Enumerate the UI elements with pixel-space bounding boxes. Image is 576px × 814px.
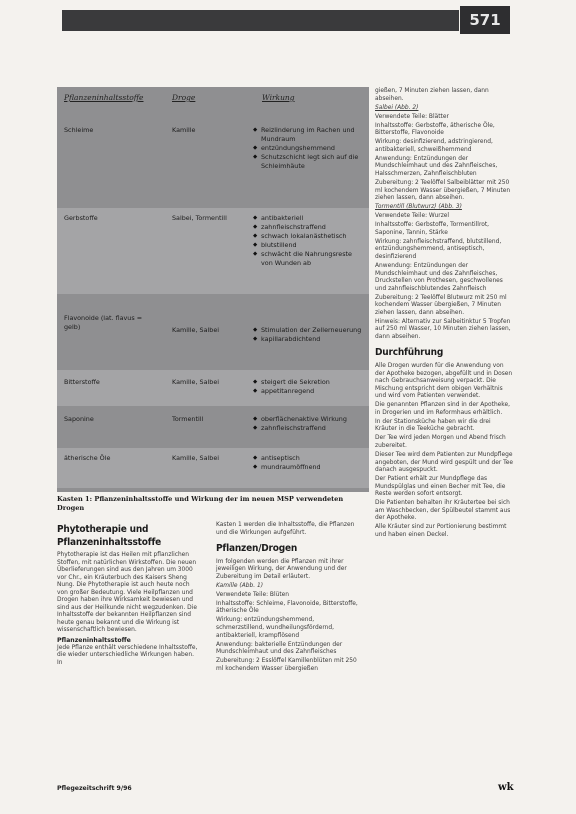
entry-line: Zubereitung: 2 Teelöffel Blutwurz mit 250 ml kochendem Wasser übergießen, 7 Minuten ziehen lassen, dann abseihen.	[375, 294, 507, 316]
table-cell-effects	[253, 126, 365, 171]
paragraph: Die Patienten behalten ihr Kräutertee bei sich am Waschbecken, der Spülbeutel stammt aus der Apotheke.	[375, 500, 511, 522]
left-column	[57, 522, 199, 669]
entry-line: Hinweis: Alternativ zur Salbeitinktur 5 Tropfen auf 250 ml Wasser, 10 Minuten ziehen lassen, dann abseihen.	[375, 318, 511, 340]
table-cell-substance: Flavonoide (lat. flavus = gelb)	[64, 314, 143, 331]
entry-line: Verwendete Teile: Wurzel	[375, 213, 450, 220]
table-cell-drug: Kamille	[172, 126, 196, 134]
entry-title-tormentil: Tormentill (Blutwurz) (Abb. 3)	[375, 204, 462, 211]
entry-line: Anwendung: Entzündungen der Mundschleimhaut und des Zahnfleisches, Druckstellen von Prothesen, geschwollenes und zahnfleischblutendes Zahnfleisch	[375, 262, 503, 292]
effect-item: ◆ Reizlinderung im Rachen und Mundraum	[253, 126, 365, 144]
paragraph: Die genannten Pflanzen sind in der Apotheke, in Drogerien und im Reformhaus erhältlich.	[375, 402, 510, 416]
paragraph: Alle Drogen wurden für die Anwendung von der Apotheke bezogen, abgefüllt und in Dosen nach Gebrauchsanweisung verpackt. Die Mischung entspricht dem obigen Verhältnis und wird vom Patienten verwendet.	[375, 362, 513, 400]
paragraph: Der Patient erhält zur Mundpflege das Mundspülglas und einen Becher mit Tee, die Reste werden sofort entsorgt.	[375, 476, 506, 498]
table-cell-substance: ätherische Öle	[64, 454, 111, 462]
paragraph: In der Stationsküche haben wir die drei Kräuter in die Teeküche gebracht.	[375, 418, 491, 433]
table-cell-drug: Kamille, Salbei	[172, 454, 220, 462]
table-cell-substance: Gerbstoffe	[64, 214, 98, 222]
entry-title-sage: Salbei (Abb. 2)	[375, 104, 419, 111]
table-row	[57, 308, 369, 352]
table-cell-drug: Kamille, Salbei	[172, 378, 220, 386]
subheading-ingredients: Pflanzeninhaltsstoffe	[57, 636, 131, 644]
entry-line: Anwendung: Entzündungen der Mundschleimhaut und des Zahnfleisches, Halsschmerzen, Zahnfleischbluten	[375, 155, 498, 177]
footer-journal: Pflegezeitschrift 9/96	[57, 785, 132, 792]
middle-column	[216, 522, 360, 675]
table-cell-effects	[253, 326, 365, 344]
entry-title-chamomile: Kamille (Abb. 1)	[216, 582, 264, 589]
paragraph: Im folgenden werden die Pflanzen mit ihrer jeweiligen Wirkung, der Anwendung und der Zubereitung im Detail erläutert.	[216, 558, 347, 580]
entry-line: Zubereitung: 2 Esslöffel Kamillenblüten mit 250 ml kochendem Wasser übergießen	[216, 658, 357, 672]
table-cell-effects	[253, 454, 365, 472]
paragraph: Alle Kräuter sind zur Portionierung bestimmt und haben einen Deckel.	[375, 524, 507, 538]
right-column	[375, 88, 514, 541]
effect-item: ◆ Stimulation der Zellerneuerung	[253, 326, 365, 335]
table-cell-drug: Salbei, Tormentill	[172, 214, 227, 222]
table-cell-effects	[253, 415, 365, 433]
table-cell-substance: Bitterstoffe	[64, 378, 100, 386]
table-row	[57, 208, 369, 294]
table-cell-substance: Schleime	[64, 126, 94, 134]
table-cell-effects	[253, 378, 365, 396]
paragraph: Jede Pflanze enthält verschiedene Inhaltsstoffe, die wieder unterschiedliche Wirkungen haben. In	[57, 644, 198, 666]
effect-item: ◆ mundraumöffnend	[253, 463, 365, 472]
entry-line: Verwendete Teile: Blätter	[375, 113, 449, 120]
entry-line: Wirkung: zahnfleischstraffend, blutstillend, entzündungshemmend, antiseptisch, desinfizierend	[375, 238, 502, 260]
table-row	[57, 448, 369, 488]
table-row	[57, 120, 369, 186]
entry-line: Inhaltsstoffe: Schleime, Flavonoide, Bitterstoffe, ätherische Öle	[216, 600, 358, 615]
paragraph: Phytotherapie ist das Heilen mit pflanzlichen Stoffen, mit natürlichen Wirkstoffen. Die neuen Überlieferungen sind aus den Jahren um 3000 vor Chr., ein Kräuterbuch des Kaisers Sheng Nung. Die Phytotherapie ist auch heute noch von großer Bedeutung. Viele Heilpflanzen und Drogen haben ihre Wirksamkeit bewiesen und sind aus der Heilkunde nicht wegzudenken. Die Inhaltsstoffe der bekannten Heilpflanzen sind heute genau bekannt und die Wirkung ist wissenschaftlich bewiesen.	[57, 552, 197, 634]
header-band	[62, 10, 459, 31]
entry-line: Inhaltsstoffe: Gerbstoffe, Tormentillrot, Saponine, Tannin, Stärke	[375, 222, 490, 236]
effect-item: ◆ steigert die Sekretion	[253, 378, 365, 387]
table-cell-drug: Kamille, Salbei	[172, 326, 220, 334]
paragraph: Kasten 1 werden die Inhaltsstoffe, die Pflanzen und die Wirkungen aufgeführt.	[216, 522, 355, 536]
table-header-drug: Droge	[172, 93, 196, 102]
effect-item: ◆ schwächt die Nahrungsreste von Wunden ab	[253, 250, 365, 268]
table-cell-substance: Saponine	[64, 415, 94, 423]
table-cell-drug: Tormentill	[172, 415, 204, 423]
table-caption: Kasten 1: Pflanzeninhaltsstoffe und Wirkung der im neuen MSP verwendeten Drogen	[57, 495, 344, 512]
entry-line: Inhaltsstoffe: Gerbstoffe, ätherische Öle, Bitterstoffe, Flavonoide	[375, 122, 495, 137]
page-number: 571	[460, 6, 510, 34]
entry-line: Wirkung: desinfizierend, adstringierend, antibakteriell, schweißhemmend	[375, 139, 493, 153]
effect-item: ◆ entzündungshemmend	[253, 144, 365, 153]
effect-item: ◆ zahnfleischstraffend	[253, 223, 365, 232]
paragraph: Der Tee wird jeden Morgen und Abend frisch zubereitet.	[375, 435, 506, 449]
section-heading-plants: Pflanzen/Drogen	[216, 543, 298, 555]
entry-line: Anwendung: bakterielle Entzündungen der Mundschleimhaut und des Zahnfleisches	[216, 641, 343, 656]
entry-line: Verwendete Teile: Blüten	[216, 591, 290, 598]
effect-item: ◆ Schutzschicht legt sich auf die Schleimhäute	[253, 153, 365, 171]
effect-item: ◆ schwach lokalanästhetisch	[253, 232, 365, 241]
effect-item: ◆ antibakteriell	[253, 214, 365, 223]
effect-item: ◆ zahnfleischstraffend	[253, 424, 365, 433]
effect-item: ◆ blutstillend	[253, 241, 365, 250]
paragraph: gießen, 7 Minuten ziehen lassen, dann abseihen.	[375, 88, 489, 102]
effect-item: ◆ antiseptisch	[253, 454, 365, 463]
effect-item: ◆ kapillarabdichtend	[253, 335, 365, 344]
table-cell-effects	[253, 214, 365, 268]
paragraph: Dieser Tee wird dem Patienten zur Mundpflege angeboten, der Mund wird gespült und der Tee danach ausgespuckt.	[375, 451, 513, 474]
section-heading-procedure: Durchführung	[375, 347, 444, 359]
table-row	[57, 370, 369, 406]
table-header-effect: Wirkung	[262, 93, 295, 102]
table-header-substances: Pflanzeninhaltsstoffe	[64, 93, 144, 102]
entry-line: Zubereitung: 2 Teelöffel Salbeiblätter mit 250 ml kochendem Wasser übergießen, 7 Minuten ziehen lassen, dann abseihen.	[375, 180, 511, 202]
effect-item: ◆ oberflächenaktive Wirkung	[253, 415, 365, 424]
section-heading-phytotherapy: Phytotherapie und Pflanzeninhaltsstoffe	[57, 524, 162, 548]
entry-line: Wirkung: entzündungshemmend, schmerzstillend, wundheilungsfördernd, antibakteriell, krampflösend	[216, 617, 334, 639]
table-row	[57, 410, 369, 444]
publisher-logo: wk	[498, 782, 514, 793]
effect-item: ◆ appetitanregend	[253, 387, 365, 396]
